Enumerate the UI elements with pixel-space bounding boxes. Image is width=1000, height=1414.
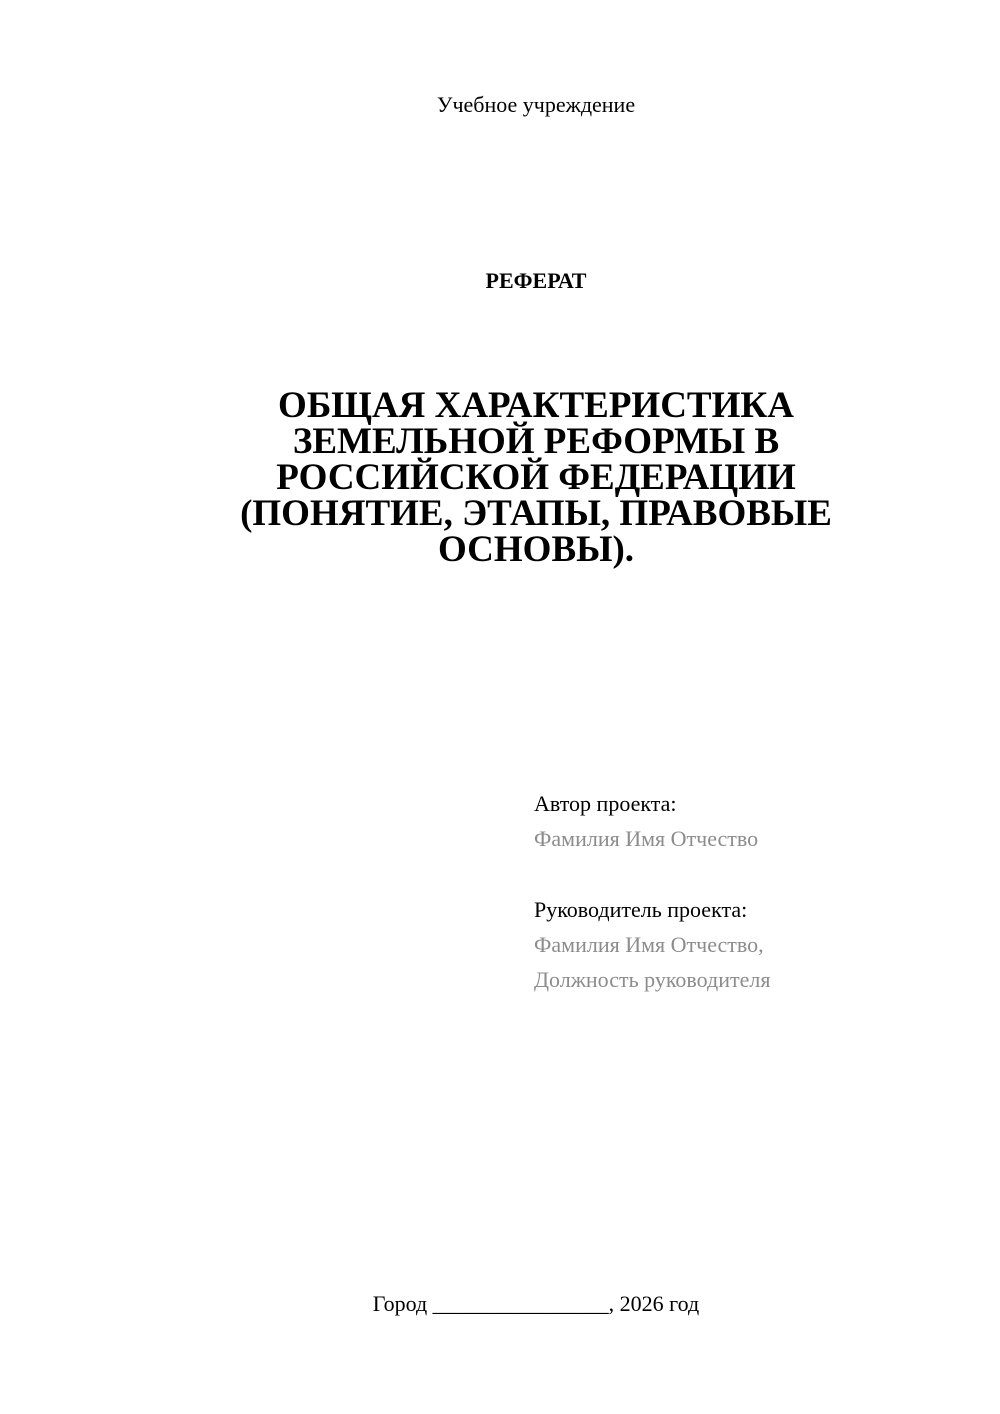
- title-line: РОССИЙСКОЙ ФЕДЕРАЦИИ: [276, 457, 796, 498]
- supervisor-position-placeholder: Должность руководителя: [534, 967, 771, 992]
- institution-name: Учебное учреждение: [436, 92, 636, 117]
- title-line: ЗЕМЕЛЬНОЙ РЕФОРМЫ В: [292, 421, 780, 462]
- document-title: [200, 385, 872, 570]
- author-name-placeholder: Фамилия Имя Отчество: [534, 826, 759, 851]
- author-block: [534, 786, 954, 856]
- author-label: Автор проекта:: [534, 791, 677, 816]
- title-line: ОБЩАЯ ХАРАКТЕРИСТИКА: [278, 385, 794, 426]
- supervisor-block: [534, 892, 954, 997]
- supervisor-label: Руководитель проекта:: [534, 897, 748, 922]
- title-line: (ПОНЯТИЕ, ЭТАПЫ, ПРАВОВЫЕ: [240, 493, 832, 534]
- supervisor-name-placeholder: Фамилия Имя Отчество,: [534, 932, 764, 957]
- title-line: ОСНОВЫ).: [437, 529, 635, 570]
- city-year-line: Город ________________, 2026 год: [372, 1291, 700, 1316]
- document-type: РЕФЕРАТ: [485, 268, 587, 293]
